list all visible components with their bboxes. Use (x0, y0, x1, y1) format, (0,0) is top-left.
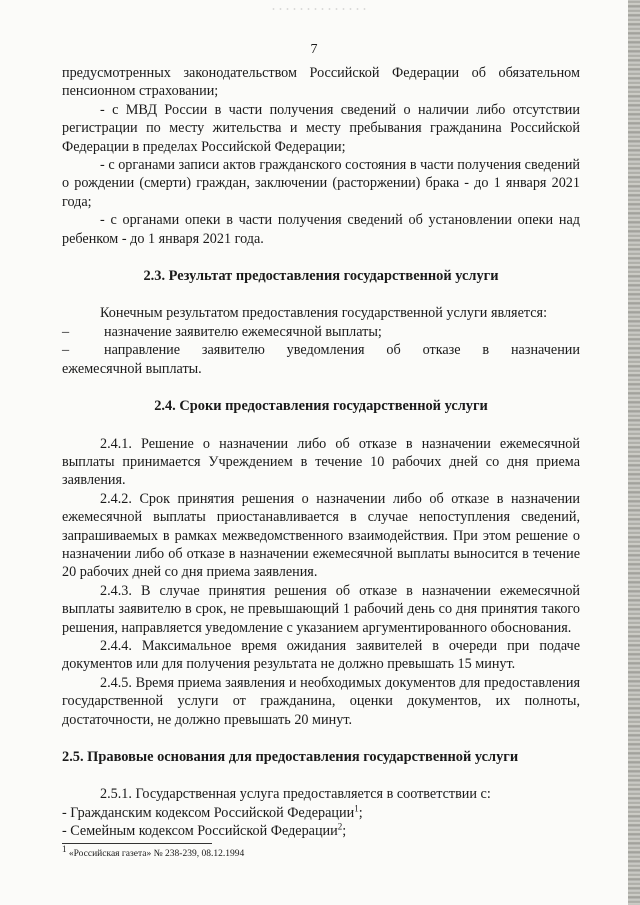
intro-line-3: - с органами записи актов гражданского состояния в части получения сведений о рождении (смерти) граждан, заключении (расторжении) брака - до 1 января 2021 года; (62, 157, 580, 210)
section-2-3-lead: Конечным результатом предоставления государственной услуги является: (100, 305, 548, 322)
footnote-ref: 2 (337, 821, 343, 832)
scan-edge (628, 0, 640, 905)
section-heading-2-3: 2.3. Результат предоставления государственной услуги (143, 268, 499, 285)
dash-marker: – (62, 342, 70, 359)
result-item-1 (62, 323, 580, 341)
legal-basis-item-2 (62, 822, 580, 840)
result-item-text: назначение заявителю ежемесячной выплаты; (104, 323, 382, 340)
result-item-text: направление заявителю уведомления об отказе в назначении (104, 342, 580, 359)
legal-basis-text: - Семейным кодексом Российской Федерации (62, 823, 338, 840)
legal-basis-item-1 (62, 804, 580, 822)
paragraph-2-4-4: 2.4.4. Максимальное время ожидания заявителей в очереди при подаче документов или для получения результата не должно превышать 15 минут. (62, 637, 580, 673)
legal-basis-punct: ; (342, 823, 347, 840)
paragraph-2-4-3: 2.4.3. В случае принятия решения об отказе в назначении ежемесячной выплаты заявителю в срок, не превышающий 1 рабочий день со дня принятия такого решения, направляется уведомление с указанием аргументированного обоснования. (62, 582, 580, 636)
paragraph-2-4-5: 2.4.5. Время приема заявления и необходимых документов для предоставления государственной услуги от гражданина, оценки документов, их полноты, достаточности, не должно превышать 20 минут. (62, 674, 580, 728)
section-heading-2-5: 2.5. Правовые основания для предоставления государственной услуги (62, 749, 519, 765)
footnote-mark: 1 (62, 844, 67, 854)
scan-speckle (270, 6, 370, 12)
legal-basis-punct: ; (358, 804, 363, 821)
legal-basis-text: - Гражданским кодексом Российской Федерации (62, 804, 355, 821)
intro-line-4: - с органами опеки в части получения сведений об установлении опеки над ребенком - до 1 января 2021 года. (62, 212, 580, 247)
intro-line-1: предусмотренных законодательством Российской Федерации об обязательном пенсионном страховании; (62, 65, 580, 100)
result-item-tail: ежемесячной выплаты. (62, 360, 202, 377)
footnote-text: «Российская газета» № 238-239, 08.12.1994 (68, 849, 245, 860)
footnote-divider (62, 843, 212, 844)
result-item-2 (62, 341, 580, 359)
page-number: 7 (310, 42, 318, 57)
paragraph-2-4-2: 2.4.2. Срок принятия решения о назначении либо об отказе в назначении ежемесячной выплаты приостанавливается в случае непоступления сведений, запрашиваемых в рамках межведомственного взаимодействия. При этом решение о назначении либо об отказе в назначении ежемесячной выплаты выносится в течение 20 рабочих дней со дня приема заявления. (62, 490, 580, 581)
intro-line-2: - с МВД России в части получения сведений о наличии либо отсутствии регистрации по месту жительства и месту пребывания гражданина Российской Федерации в пределах Российской Федерации; (62, 101, 580, 155)
section-2-5-lead: 2.5.1. Государственная услуга предоставляется в соответствии с: (100, 786, 491, 803)
footnote-ref: 1 (354, 803, 359, 814)
footnote (62, 844, 245, 860)
dash-marker: – (62, 323, 70, 340)
section-heading-2-4: 2.4. Сроки предоставления государственной услуги (154, 398, 488, 415)
document-body (62, 64, 580, 841)
paragraph-2-4-1: 2.4.1. Решение о назначении либо об отказе в назначении ежемесячной выплаты принимается Учреждением в течение 10 рабочих дней со дня приема заявления. (62, 435, 580, 489)
